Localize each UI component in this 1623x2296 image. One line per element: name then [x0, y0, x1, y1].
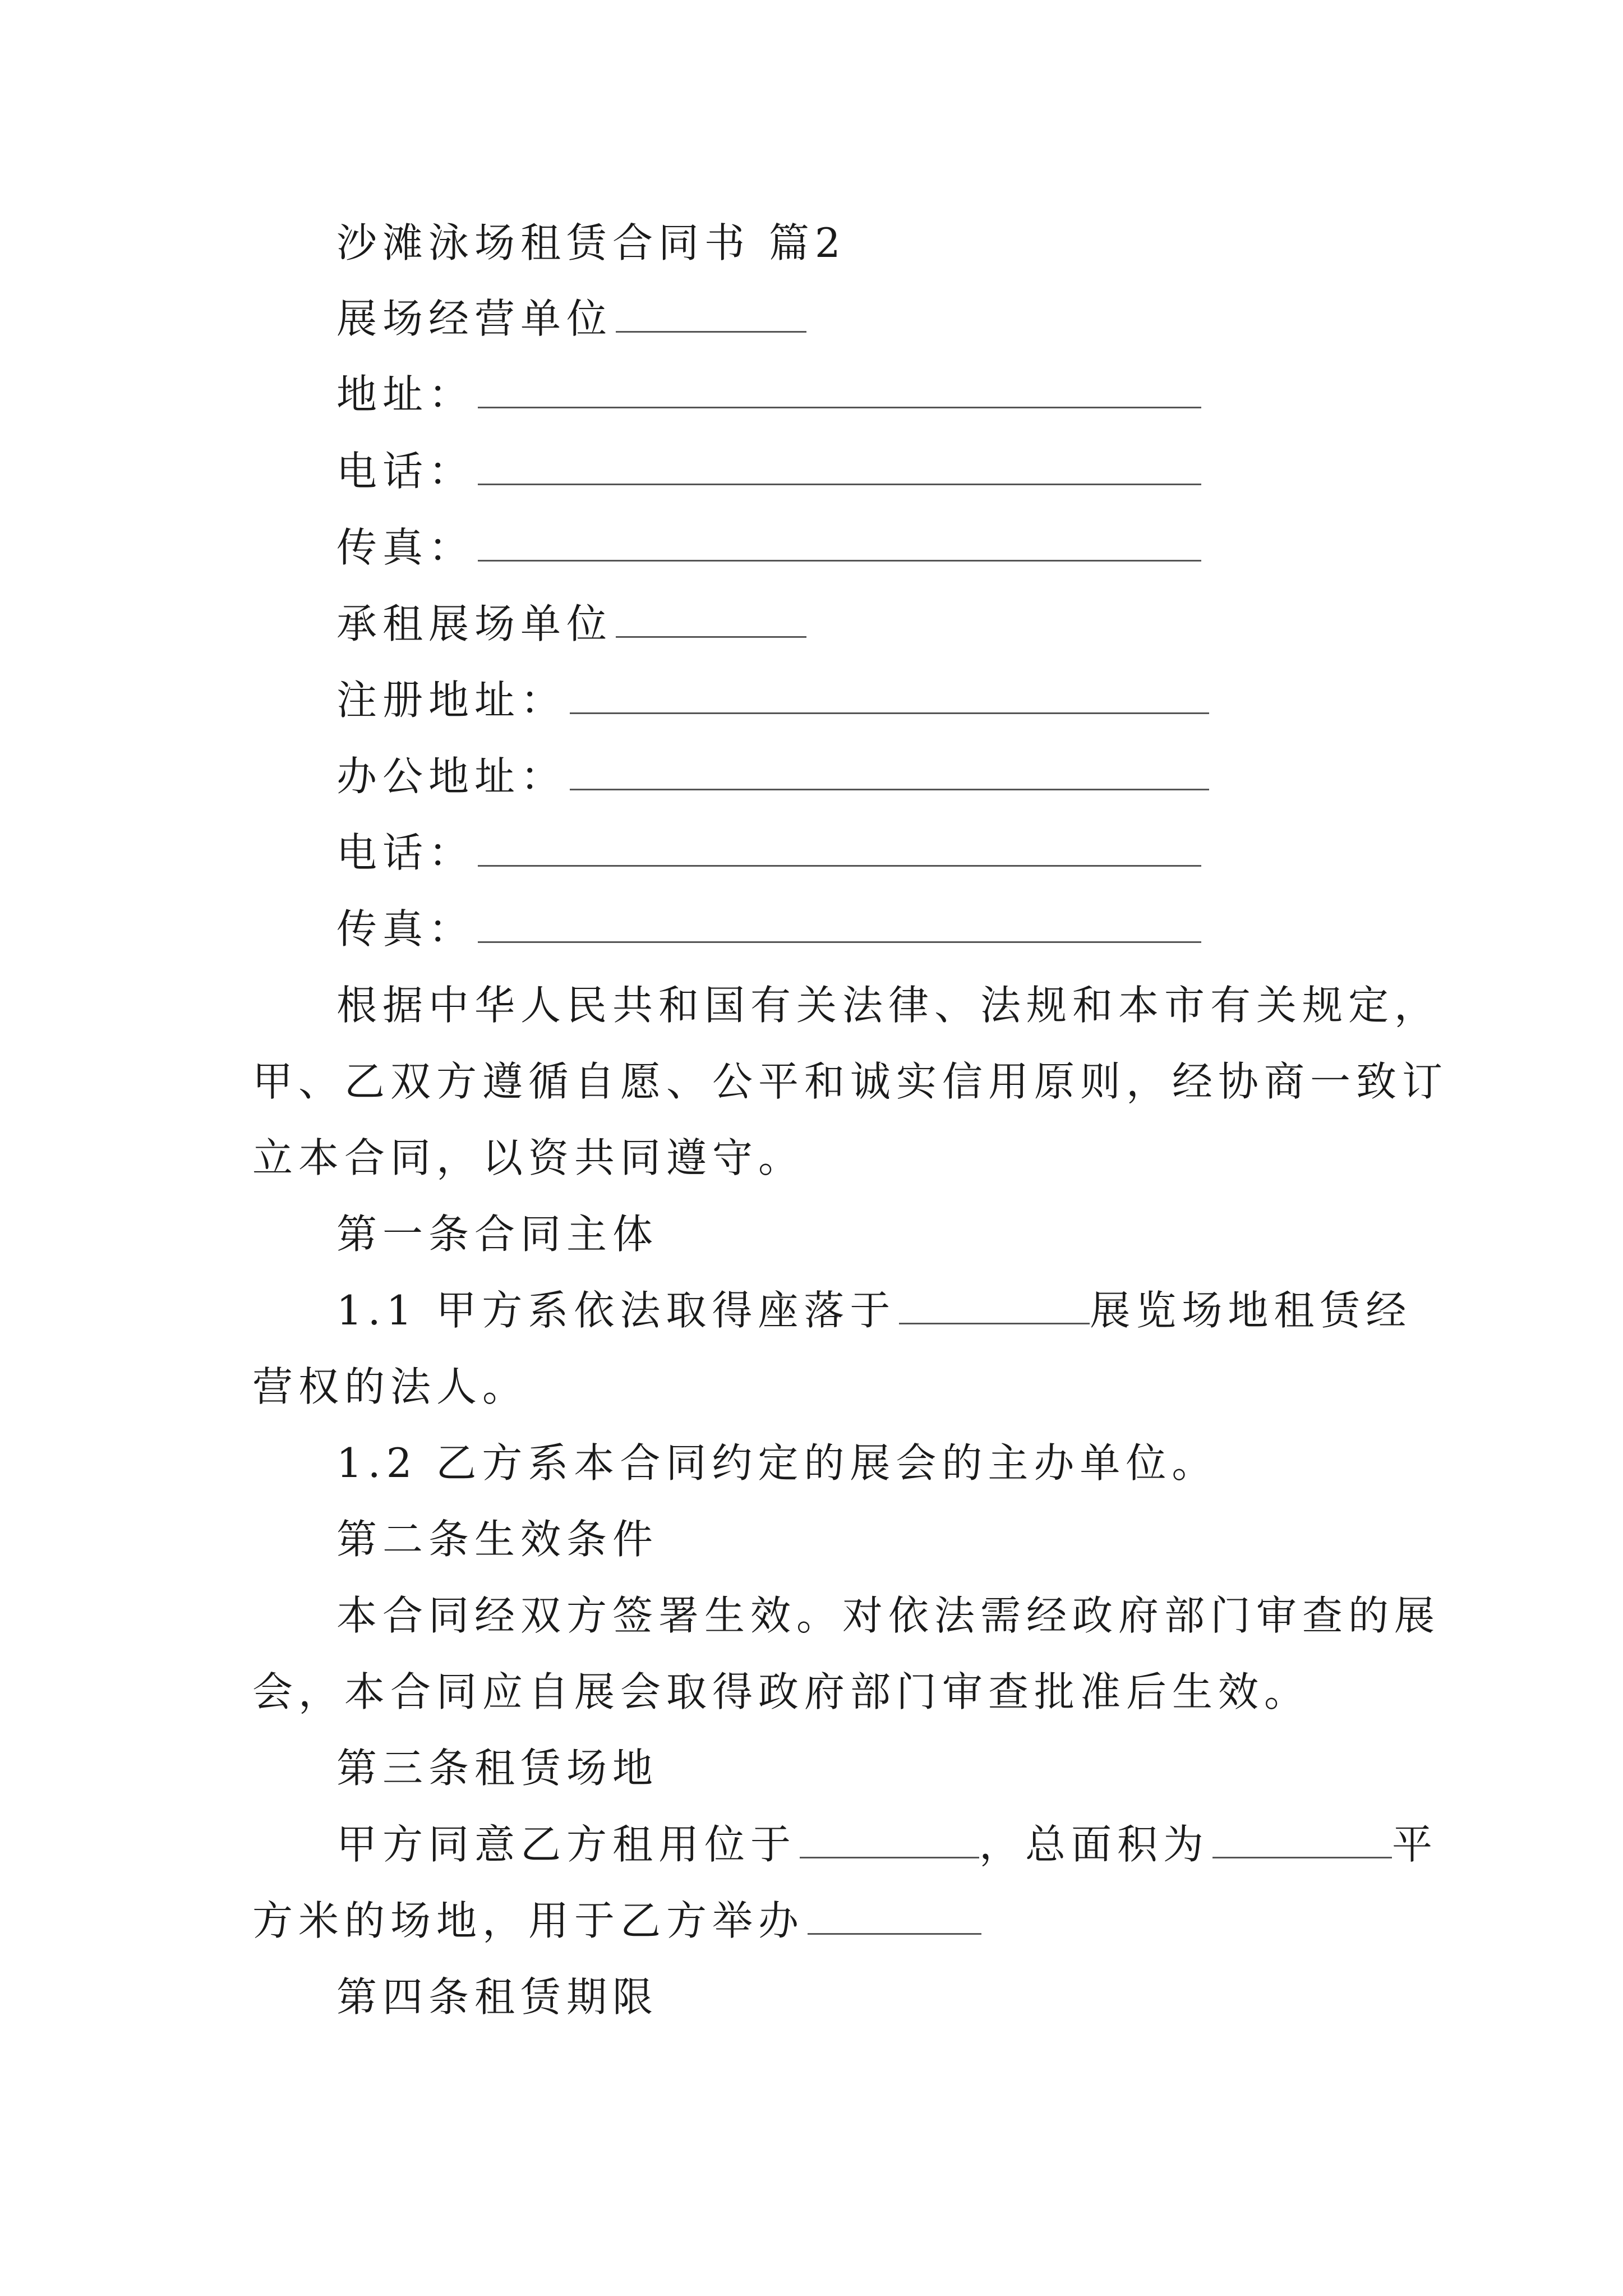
fax2-label: 传真： [336, 905, 475, 953]
article1-p1 [336, 1283, 1412, 1337]
fax-blank[interactable] [478, 525, 1201, 562]
reg-address-blank[interactable] [570, 678, 1209, 714]
article3-line1 [336, 1818, 1438, 1871]
address-blank[interactable] [478, 372, 1201, 408]
field-reg-address [336, 673, 1209, 727]
intro-line-3: 立本合同，以资共同遵守。 [252, 1134, 805, 1181]
phone2-label: 电话： [336, 829, 475, 876]
phone2-blank[interactable] [478, 830, 1201, 867]
fax2-blank[interactable] [478, 907, 1201, 943]
article1-heading: 第一条合同主体 [336, 1211, 659, 1258]
article2-line2: 会，本合同应自展会取得政府部门审查批准后生效。 [252, 1668, 1311, 1715]
intro-line-2: 甲、乙双方遵循自愿、公平和诚实信用原则，经协商一致订 [252, 1058, 1449, 1105]
article1-p1-post: 展览场地租赁经 [1090, 1287, 1412, 1334]
address-label: 地址： [336, 371, 475, 418]
article3-line1-post: 平 [1392, 1821, 1438, 1868]
field-fax [336, 521, 1201, 574]
article3-line1-mid: ，总面积为 [979, 1821, 1210, 1868]
field-exhibitor [336, 292, 806, 346]
article3-heading: 第三条租赁场地 [336, 1745, 659, 1792]
fax-label: 传真： [336, 524, 475, 571]
article1-p1-line2: 营权的法人。 [252, 1363, 529, 1410]
title-text: 沙滩泳场租赁合同书 篇2 [336, 219, 846, 266]
area-blank[interactable] [1212, 1822, 1392, 1858]
field-fax2 [336, 902, 1201, 956]
article4-heading: 第四条租赁期限 [336, 1973, 659, 2021]
tenant-label: 承租展场单位 [336, 600, 613, 647]
intro-line-1: 根据中华人民共和国有关法律、法规和本市有关规定， [336, 982, 1441, 1029]
article2-heading: 第二条生效条件 [336, 1516, 659, 1563]
document-title [336, 216, 846, 270]
office-address-blank[interactable] [570, 754, 1209, 790]
exhibitor-blank[interactable] [616, 296, 806, 333]
office-address-label: 办公地址： [336, 753, 567, 800]
tenant-blank[interactable] [616, 601, 806, 638]
field-office-address [336, 749, 1209, 803]
field-phone [336, 444, 1201, 498]
field-phone2 [336, 826, 1201, 880]
phone-label: 电话： [336, 448, 475, 495]
phone-blank[interactable] [478, 449, 1201, 485]
location-blank[interactable] [899, 1288, 1090, 1324]
article2-line1: 本合同经双方签署生效。对依法需经政府部门审查的展 [336, 1592, 1441, 1639]
exhibitor-label: 展场经营单位 [336, 295, 613, 342]
event-blank[interactable] [808, 1898, 981, 1935]
article3-line1-pre: 甲方同意乙方租用位于 [336, 1821, 797, 1868]
venue-location-blank[interactable] [800, 1822, 979, 1858]
article1-p1-pre: 1.1 甲方系依法取得座落于 [336, 1287, 896, 1334]
reg-address-label: 注册地址： [336, 677, 567, 724]
article3-line2-pre: 方米的场地，用于乙方举办 [252, 1897, 805, 1944]
field-address [336, 367, 1201, 421]
field-tenant [336, 597, 806, 651]
article3-line2 [252, 1894, 981, 1948]
article1-p2: 1.2 乙方系本合同约定的展会的主办单位。 [336, 1439, 1218, 1487]
